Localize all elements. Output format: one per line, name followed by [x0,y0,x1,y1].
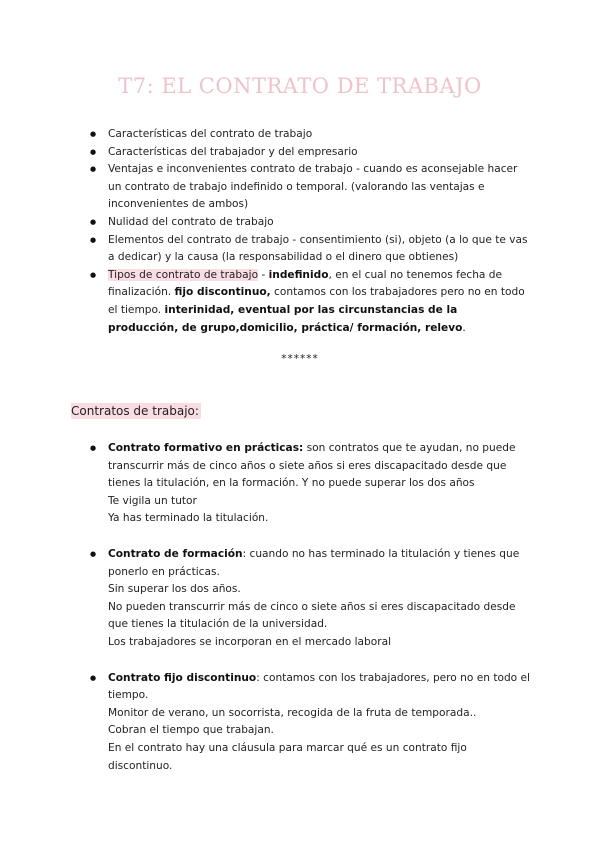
list-item-text: Características del trabajador y del empresario [108,145,358,158]
contract-item [90,440,530,528]
list-item [90,232,530,267]
contract-note: Cobran el tiempo que trabajan. [108,724,274,737]
contract-desc: : cuando no has terminado la titulación y tienes que ponerlo en prácticas. [108,547,520,578]
contract-item [90,670,530,776]
contract-note: Ya has terminado la titulación. [108,512,269,525]
list-item-text: Elementos del contrato de trabajo - consentimiento (si), objeto (a lo que te vas a dedicar) y la causa (la responsabilidad o el dinero que obtienes) [108,233,528,264]
contract-note: No pueden transcurrir más de cinco o siete años si eres discapacitado desde que tienes la titulación de la universidad. [108,600,516,631]
separator-text: - [258,268,269,281]
contract-note: En el contrato hay una cláusula para marcar qué es un contrato fijo discontinuo. [108,741,467,772]
topics-list [90,126,530,337]
contract-name: Contrato formativo en prácticas: [108,442,304,454]
contracts-list [90,440,530,793]
contract-desc: : contamos con los trabajadores, pero no en todo el tiempo. [108,671,530,702]
section-separator: ****** [281,353,319,365]
type-fijo-discontinuo: fijo discontinuo, [174,286,271,299]
type-indefinido: indefinido [268,268,329,281]
contract-name: Contrato fijo discontinuo [108,671,257,684]
list-item-text: Nulidad del contrato de trabajo [108,215,274,228]
end-period: . [462,321,466,334]
contract-name: Contrato de formación [108,547,243,560]
contract-item [90,546,530,652]
list-item [90,214,530,232]
contract-note: Los trabajadores se incorporan en el mercado laboral [108,635,392,648]
highlighted-label: Tipos de contrato de trabajo [108,268,259,281]
list-item-text: Características del contrato de trabajo [108,128,313,140]
list-item-contract-types [90,267,530,337]
list-item [90,126,530,144]
contract-note: Te vigila un tutor [108,494,197,507]
section-heading: Contratos de trabajo: [71,404,199,418]
page-title: T7: EL CONTRATO DE TRABAJO [118,74,482,98]
list-item-text: Ventajas e inconvenientes contrato de trabajo - cuando es aconsejable hacer un contrato de trabajo indefinido o temporal. (valorando las ventajas e inconvenientes de ambos) [108,163,518,211]
contract-note: Monitor de verano, un socorrista, recogida de la fruta de temporada.. [108,706,477,719]
type-indefinido-desc: , en el cual no tenemos fecha de finalización. [108,268,503,299]
contract-note: Sin superar los dos años. [108,583,241,596]
contract-desc: son contratos que te ayudan, no puede transcurrir más de cinco años o siete años si eres discapacitado desde que tienes la titulación, en la formación. Y no puede superar los dos años [108,442,516,490]
list-item [90,144,530,162]
list-item [90,161,530,214]
type-fijo-discontinuo-desc: contamos con los trabajadores pero no en todo el tiempo. [108,286,525,316]
type-other-list: interinidad, eventual por las circunstancias de la producción, de grupo,domicilio, práctica/ formación, relevo [108,303,463,334]
